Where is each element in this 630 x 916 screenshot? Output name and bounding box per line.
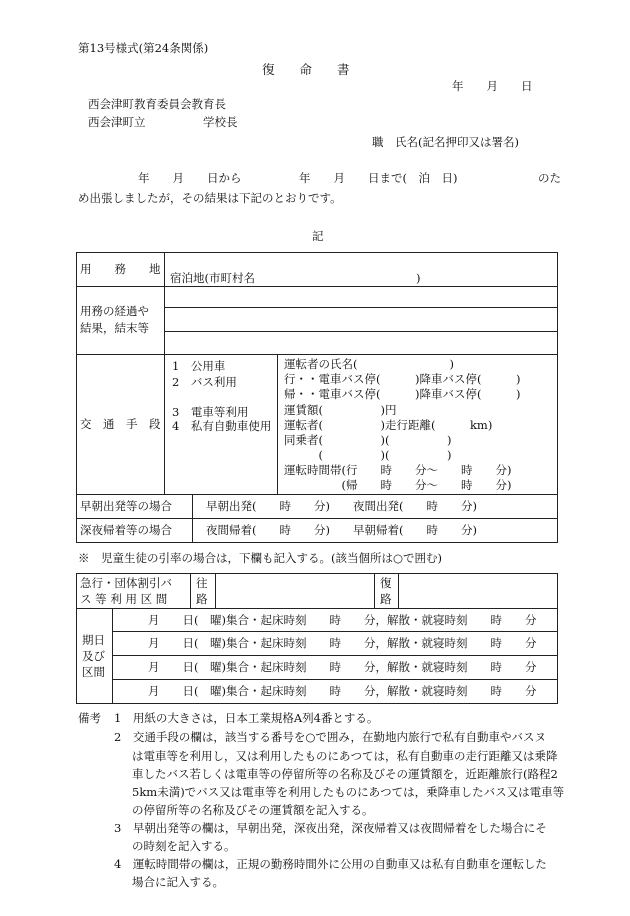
keika-label-1: 用務の経過や: [80, 304, 149, 318]
transport-line: 行・・電車バス停( )降車バス停( ): [284, 372, 521, 386]
transport-option[interactable]: 4 私有自動車使用: [172, 419, 272, 433]
form-number: 第13号様式(第24条関係): [78, 41, 209, 55]
period-label: 区間: [82, 665, 105, 679]
discount-label-1: 急行・団体割引バ: [80, 576, 172, 590]
transport-line: 運転者の氏名( ): [284, 357, 454, 371]
transport-option[interactable]: 1 公用車: [172, 359, 226, 373]
intro-line-1: 年 月 日から 年 月 日まで( 泊 日) のた: [138, 171, 561, 185]
outbound-label-2: 路: [196, 592, 208, 606]
transport-option[interactable]: 3 電車等利用: [172, 405, 249, 419]
remark-line: の時刻を記入する。: [132, 839, 236, 853]
remark-line: 車したバス若しくは電車等の停留所等の名称及びその運賃額を，近距離旅行(路程2: [132, 767, 558, 781]
addressee-principal: 西会津町立 学校長: [88, 115, 238, 129]
transport-line: ( )( ): [284, 448, 452, 462]
return-label-2: 路: [380, 592, 392, 606]
transport-option[interactable]: 2 バス利用: [172, 375, 237, 389]
transport-line: 運転時間帯(行 時 分～ 時 分): [284, 463, 512, 477]
lodging-field[interactable]: 宿泊地(市町村名 ): [170, 271, 421, 285]
report-date: 年 月 日: [452, 79, 533, 93]
youmuchi-label: 用 務 地: [80, 262, 161, 276]
transport-line: (帰 時 分～ 時 分): [284, 478, 512, 492]
schedule-row: 月 日( 曜)集合・起床時刻 時 分，解散・就寝時刻 時 分: [148, 613, 537, 627]
outbound-label-1: 往: [196, 576, 208, 590]
remark-line: 1 用紙の大きさは，日本工業規格A列4番とする。: [114, 711, 379, 725]
kotsu-label: 交 通 手 段: [80, 417, 161, 431]
discount-label-2: ス 等 利 用 区 間: [80, 592, 168, 606]
remarks-label: 備考: [78, 711, 101, 725]
remark-line: 4 運転時間帯の欄は，正規の勤務時間外に公用の自動車又は私有自動車を運転した: [114, 857, 547, 871]
transport-line: 運転者( )走行距離( km): [284, 418, 493, 432]
return-label-1: 復: [380, 576, 392, 590]
remark-line: 2 交通手段の欄は，該当する番号を○で囲み，在勤地内旅行で私有自動車やバスヌ: [114, 730, 547, 744]
document-title: 復 命 書: [262, 62, 350, 77]
intro-line-2: め出張しましたが，その結果は下記のとおりです。: [78, 191, 342, 205]
signature-line: 職 氏名(記名押印又は署名): [372, 135, 519, 149]
transport-line: 帰・・電車バス停( )降車バス停( ): [284, 387, 521, 401]
remark-line: 5km未満)でバス又は電車等を利用したものにあつては，乗降車したバス又は電車等: [132, 785, 565, 799]
late-label: 深夜帰着等の場合: [80, 523, 172, 537]
schedule-row: 月 日( 曜)集合・起床時刻 時 分，解散・就寝時刻 時 分: [148, 660, 537, 674]
early-departure-row: 早朝出発( 時 分) 夜間出発( 時 分): [206, 499, 477, 513]
schedule-row: 月 日( 曜)集合・起床時刻 時 分，解散・就寝時刻 時 分: [148, 636, 537, 650]
late-return-row: 夜間帰着( 時 分) 早朝帰着( 時 分): [206, 523, 477, 537]
ki-heading: 記: [312, 229, 324, 243]
remark-line: は電車等を利用し，又は利用したものにあつては，私有自動車の走行距離又は乗降: [132, 749, 558, 763]
escort-note: ※ 児童生徒の引率の場合は，下欄も記入する。(該当個所は○で囲む): [78, 551, 443, 565]
addressee-superintendent: 西会津町教育委員会教育長: [88, 97, 226, 111]
schedule-row: 月 日( 曜)集合・起床時刻 時 分，解散・就寝時刻 時 分: [148, 684, 537, 698]
early-label: 早朝出発等の場合: [80, 499, 172, 513]
period-label: 期日: [82, 633, 105, 647]
transport-line: 運賃額( )円: [284, 403, 397, 417]
remark-line: の停留所等の名称及びその運賃額を記入する。: [132, 803, 374, 817]
remark-line: 3 早朝出発等の欄は，早朝出発，深夜出発，深夜帰着又は夜間帰着をした場合にそ: [114, 821, 547, 835]
transport-line: 同乗者( )( ): [284, 433, 452, 447]
remark-line: 場合に記入する。: [132, 875, 224, 889]
keika-label-2: 結果，結末等: [80, 321, 149, 335]
period-label: 及び: [82, 649, 105, 663]
